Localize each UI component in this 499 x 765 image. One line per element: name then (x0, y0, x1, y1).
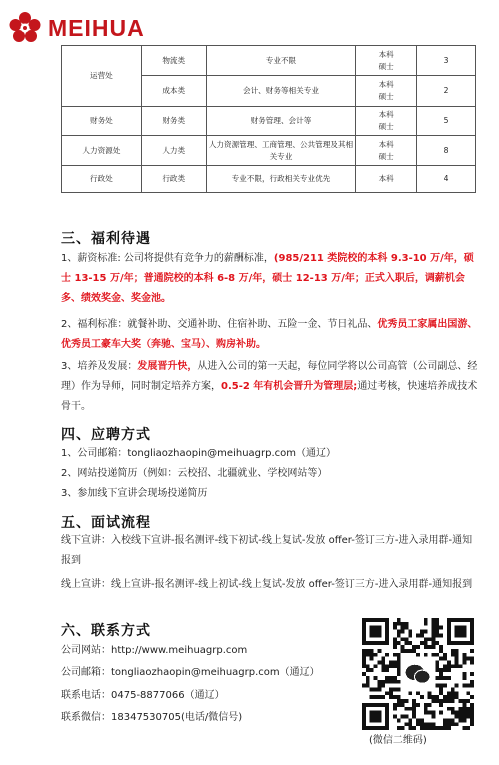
table-cell-count: 8 (417, 136, 476, 166)
table-cell-count: 4 (417, 166, 476, 193)
table-row (62, 136, 476, 166)
table-row (62, 166, 476, 193)
apply-item: 1、公司邮箱：tongliaozhaopin@meihuagrp.com（通辽） (61, 448, 337, 459)
table-cell-count: 5 (417, 107, 476, 136)
training-text-3: 通过考核，快速培养成技术骨干。 (61, 381, 478, 412)
contact-phone: 联系电话：0475-8877066（通辽） (61, 690, 225, 701)
table-row (62, 46, 476, 76)
table-cell-major: 专业不限 (206, 46, 356, 76)
table-cell-dept: 人力资源处 (62, 136, 142, 166)
table-cell-category: 行政类 (141, 166, 206, 193)
apply-list (61, 444, 481, 504)
training-text: 3、培养及发展： (61, 361, 138, 372)
table-cell-degree: 本科 硕士 (356, 76, 417, 107)
section-title-benefits: 三、福利待遇 (61, 231, 151, 247)
table-cell-category: 物流类 (141, 46, 206, 76)
apply-item: 2、网站投递简历（例如：云校招、北疆就业、学校网站等） (61, 468, 328, 479)
table-cell-degree: 本科 硕士 (356, 107, 417, 136)
wechat-icon (403, 659, 434, 690)
interview-online: 线上宣讲：线上宣讲-报名测评-线上初试-线上复试-发放 offer-签订三方-进入录用群-通知报到 (61, 579, 473, 590)
table-cell-dept: 财务处 (62, 107, 142, 136)
job-table (61, 45, 476, 193)
table-cell-category: 财务类 (141, 107, 206, 136)
table-cell-degree: 本科 硕士 (356, 136, 417, 166)
table-cell-major: 会计、财务等相关专业 (206, 76, 356, 107)
table-row (62, 107, 476, 136)
contact-wechat: 联系微信：18347530705(电话/微信号) (61, 712, 243, 723)
training-text-2: 从进入公司的第一天起，每位同学将以公司高管（公司副总、经理）作为导师，同时制定培养方案， (61, 361, 478, 392)
contact-website: 公司网站：http://www.meihuagrp.com (61, 645, 248, 656)
table-cell-dept: 运营处 (62, 46, 142, 107)
table-cell-count: 2 (417, 76, 476, 107)
training-highlight: 发展晋升快， (137, 361, 198, 372)
table-cell-major: 专业不限，行政相关专业优先 (206, 166, 356, 193)
qr-caption: (微信二维码) (369, 735, 427, 746)
meihua-logo-icon (8, 11, 42, 45)
table-cell-degree: 本科 (356, 166, 417, 193)
salary-text: 1、薪资标准: 公司将提供有竞争力的薪酬标准， (61, 253, 274, 264)
welfare-text: 2、福利标准：就餐补助、交通补助、住宿补助、五险一金、节日礼品、 (61, 319, 378, 330)
training-highlight-2: 0.5-2 年有机会晋升为管理层; (221, 381, 358, 392)
section-title-contact: 六、联系方式 (61, 623, 151, 639)
section-title-apply: 四、应聘方式 (61, 427, 151, 443)
table-cell-major: 人力资源管理、工商管理、公共管理及其相关专业 (206, 136, 356, 166)
table-cell-category: 成本类 (141, 76, 206, 107)
interview-offline: 线下宣讲：入校线下宣讲-报名测评-线下初试-线上复试-发放 offer-签订三方-进入录用群-通知报到 (61, 535, 473, 566)
table-cell-major: 财务管理、会计等 (206, 107, 356, 136)
brand-header (8, 10, 145, 46)
brand-name: MEIHUA (48, 14, 145, 41)
table-cell-category: 人力类 (141, 136, 206, 166)
table-cell-count: 3 (417, 46, 476, 76)
welfare-highlight: 优秀员工家属出国游、优秀员工豪车大奖（奔驰、宝马）、购房补助。 (61, 319, 478, 350)
training-paragraph (61, 357, 481, 417)
apply-item: 3、参加线下宣讲会现场投递简历 (61, 488, 208, 499)
welfare-paragraph (61, 315, 481, 355)
contact-email: 公司邮箱：tongliaozhaopin@meihuagrp.com（通辽） (61, 667, 320, 678)
salary-highlight: (985/211 类院校的本科 9.3-10 万/年，硕士 13-15 万/年；普通院校的本科 6-8 万/年，硕士 12-13 万/年；正式入职后，调薪机会多、绩效奖金、奖金池。 (61, 253, 474, 304)
wechat-qr-code (362, 618, 474, 730)
salary-paragraph (61, 249, 481, 309)
section-title-interview: 五、面试流程 (61, 515, 151, 531)
table-cell-dept: 行政处 (62, 166, 142, 193)
table-cell-degree: 本科 硕士 (356, 46, 417, 76)
